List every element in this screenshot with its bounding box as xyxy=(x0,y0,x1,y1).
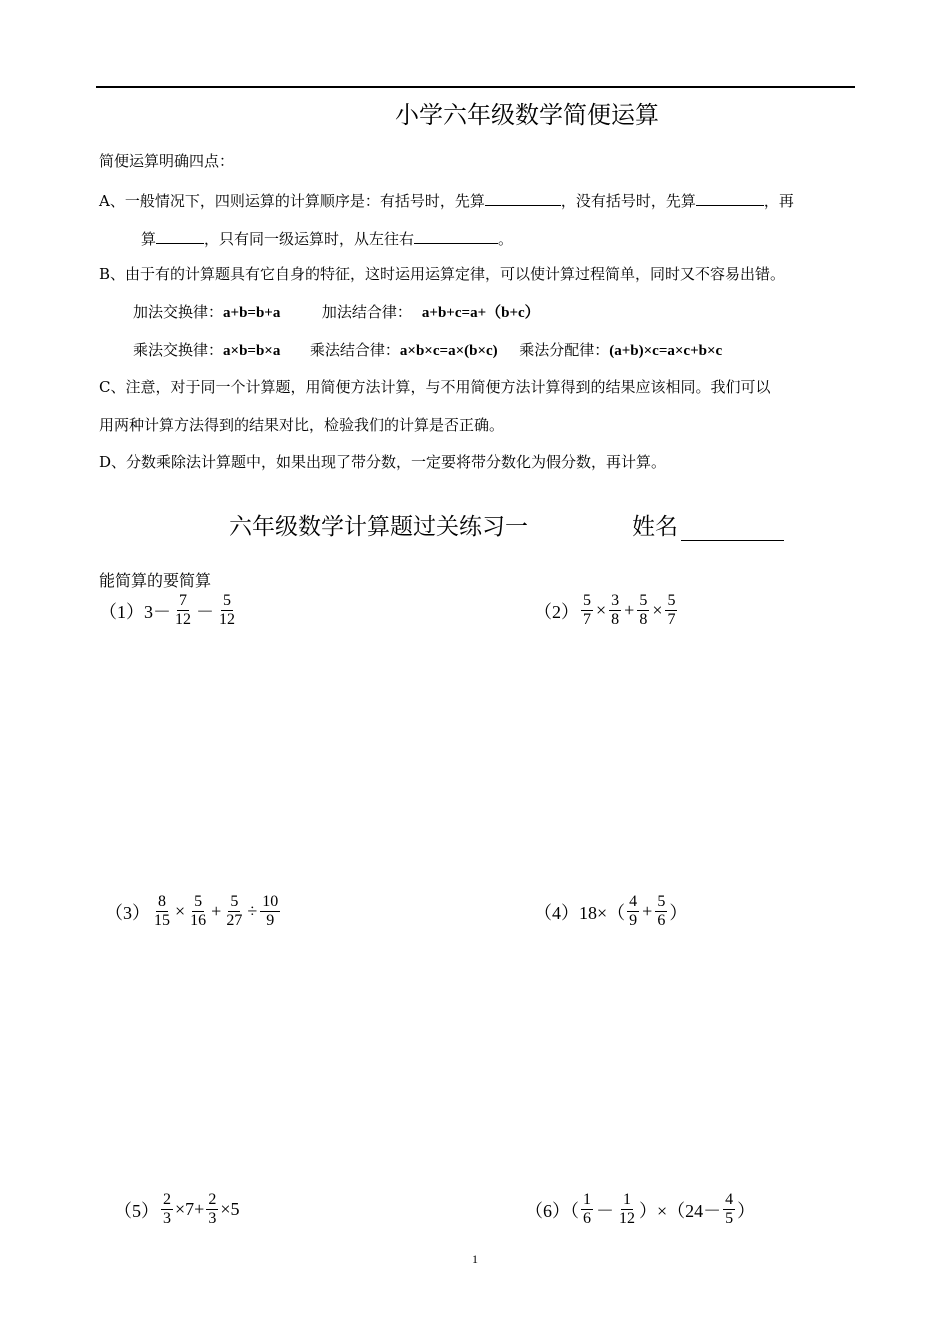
denominator: 6 xyxy=(657,912,666,929)
question-3 xyxy=(105,893,282,930)
numerator: 5 xyxy=(223,592,231,609)
numerator: 2 xyxy=(208,1191,217,1208)
point-a-text: 算 xyxy=(141,230,157,248)
point-c-line2: 用两种计算方法得到的结果对比，检验我们的计算是否正确。 xyxy=(99,416,505,434)
question-label: （3） xyxy=(105,902,150,923)
point-d-text: D、分数乘除法计算题中，如果出现了带分数，一定要将带分数化为假分数，再计算。 xyxy=(99,453,667,471)
header-rule xyxy=(96,86,855,88)
fraction xyxy=(152,893,172,930)
point-a-text: ，再 xyxy=(763,192,794,210)
operator: ÷ xyxy=(247,901,258,921)
numerator: 3 xyxy=(611,592,620,609)
fraction xyxy=(217,592,237,629)
numerator: 5 xyxy=(639,592,648,609)
question-label: （2） xyxy=(534,601,579,622)
fraction xyxy=(206,1191,218,1228)
denominator: 6 xyxy=(583,1210,591,1227)
question-label: （4） xyxy=(534,902,579,923)
numerator: 5 xyxy=(194,893,203,910)
point-a-line1 xyxy=(99,189,794,211)
fraction xyxy=(581,1191,593,1228)
denominator: 12 xyxy=(219,611,235,628)
fraction xyxy=(665,592,677,629)
point-a-text: A、一般情况下，四则运算的计算顺序是：有括号时，先算 xyxy=(99,192,485,210)
fraction xyxy=(637,592,649,629)
question-2 xyxy=(534,592,679,629)
operator: + xyxy=(211,901,222,921)
operator: － xyxy=(196,601,214,622)
answer-blank[interactable] xyxy=(485,189,561,206)
law-formula: a×b×c=a×(b×c) xyxy=(399,343,498,359)
operator: × xyxy=(596,600,607,620)
fraction xyxy=(224,893,244,930)
law-formula: (a+b)×c=a×c+b×c xyxy=(609,343,723,359)
denominator: 9 xyxy=(629,912,638,929)
denominator: 7 xyxy=(667,611,676,628)
question-1 xyxy=(99,592,239,629)
expr-text: ×5 xyxy=(220,1199,240,1219)
multiplication-laws xyxy=(133,340,722,361)
law-formula: a×b=b×a xyxy=(223,343,281,359)
expr-text: ×7+ xyxy=(175,1199,205,1219)
point-b-text: B、由于有的计算题具有它自身的特征，这时运用运算定律，可以使计算过程简单，同时又不容易出错。 xyxy=(99,265,786,283)
question-label: （1） xyxy=(99,601,144,622)
denominator: 16 xyxy=(190,912,207,929)
denominator: 12 xyxy=(619,1210,635,1227)
fraction xyxy=(581,592,593,629)
fraction xyxy=(655,893,667,930)
practice-title: 六年级数学计算题过关练习一 xyxy=(229,514,528,540)
point-a-text: 。 xyxy=(498,230,514,248)
answer-blank[interactable] xyxy=(696,189,764,206)
expr-text: ） xyxy=(737,1200,756,1221)
law-formula: a+b+c=a+（b+c） xyxy=(421,305,540,321)
point-a-text: ，没有括号时，先算 xyxy=(560,192,696,210)
numerator: 5 xyxy=(667,592,676,609)
expr-text: 18×（ xyxy=(579,902,626,923)
point-c-line1: C、注意，对于同一个计算题，用简便方法计算，与不用简便方法计算得到的结果应该相同。我们可以 xyxy=(99,378,771,396)
operator: － xyxy=(596,1200,614,1221)
fraction xyxy=(188,893,208,930)
question-label: （6）（ xyxy=(525,1200,579,1221)
numerator: 4 xyxy=(725,1191,734,1208)
numerator: 1 xyxy=(583,1191,591,1208)
denominator: 3 xyxy=(163,1210,171,1227)
fraction xyxy=(609,592,621,629)
fraction xyxy=(173,592,193,629)
question-5 xyxy=(114,1191,239,1228)
denominator: 5 xyxy=(725,1210,734,1227)
law-formula: a+b=b+a xyxy=(223,305,281,321)
numerator: 10 xyxy=(262,893,279,910)
page-number: 1 xyxy=(472,1252,478,1266)
fraction xyxy=(723,1191,735,1228)
question-4 xyxy=(534,893,687,930)
point-a-line2 xyxy=(141,227,513,249)
denominator: 8 xyxy=(639,611,648,628)
question-label: （5） xyxy=(114,1200,159,1221)
numerator: 2 xyxy=(163,1191,171,1208)
fraction xyxy=(260,893,280,930)
operator: × xyxy=(652,600,663,620)
name-label: 姓名 xyxy=(632,514,678,540)
operator: + xyxy=(624,600,635,620)
answer-blank[interactable] xyxy=(156,227,204,244)
law-label: 乘法分配律： xyxy=(519,341,610,359)
denominator: 8 xyxy=(611,611,620,628)
question-6 xyxy=(525,1191,755,1228)
answer-blank[interactable] xyxy=(414,227,498,244)
denominator: 9 xyxy=(266,912,275,929)
denominator: 27 xyxy=(226,912,243,929)
denominator: 7 xyxy=(583,611,591,628)
operator: × xyxy=(175,901,186,921)
numerator: 5 xyxy=(230,893,239,910)
expr-text: ） xyxy=(669,902,688,923)
numerator: 4 xyxy=(629,893,638,910)
fraction xyxy=(161,1191,173,1228)
numerator: 1 xyxy=(623,1191,631,1208)
addition-laws xyxy=(133,302,540,323)
fraction xyxy=(627,893,639,930)
numerator: 7 xyxy=(179,592,187,609)
numerator: 5 xyxy=(583,592,591,609)
operator: + xyxy=(642,901,653,921)
page-title: 小学六年级数学简便运算 xyxy=(395,101,659,129)
point-a-text: ，只有同一级运算时，从左往右 xyxy=(204,230,415,248)
name-blank[interactable] xyxy=(681,540,784,541)
intro-text: 简便运算明确四点： xyxy=(99,152,235,170)
denominator: 15 xyxy=(154,912,170,929)
law-label: 加法交换律： xyxy=(133,303,224,321)
numerator: 8 xyxy=(158,893,166,910)
law-label: 乘法结合律： xyxy=(309,341,400,359)
expr-text: ）×（24－ xyxy=(639,1200,722,1221)
denominator: 3 xyxy=(208,1210,217,1227)
law-label: 加法结合律： xyxy=(321,303,412,321)
expr-text: 3－ xyxy=(144,601,171,622)
numerator: 5 xyxy=(657,893,666,910)
denominator: 12 xyxy=(175,611,191,628)
law-label: 乘法交换律： xyxy=(133,341,224,359)
fraction xyxy=(617,1191,637,1228)
instruction-text: 能简算的要简算 xyxy=(99,571,212,590)
